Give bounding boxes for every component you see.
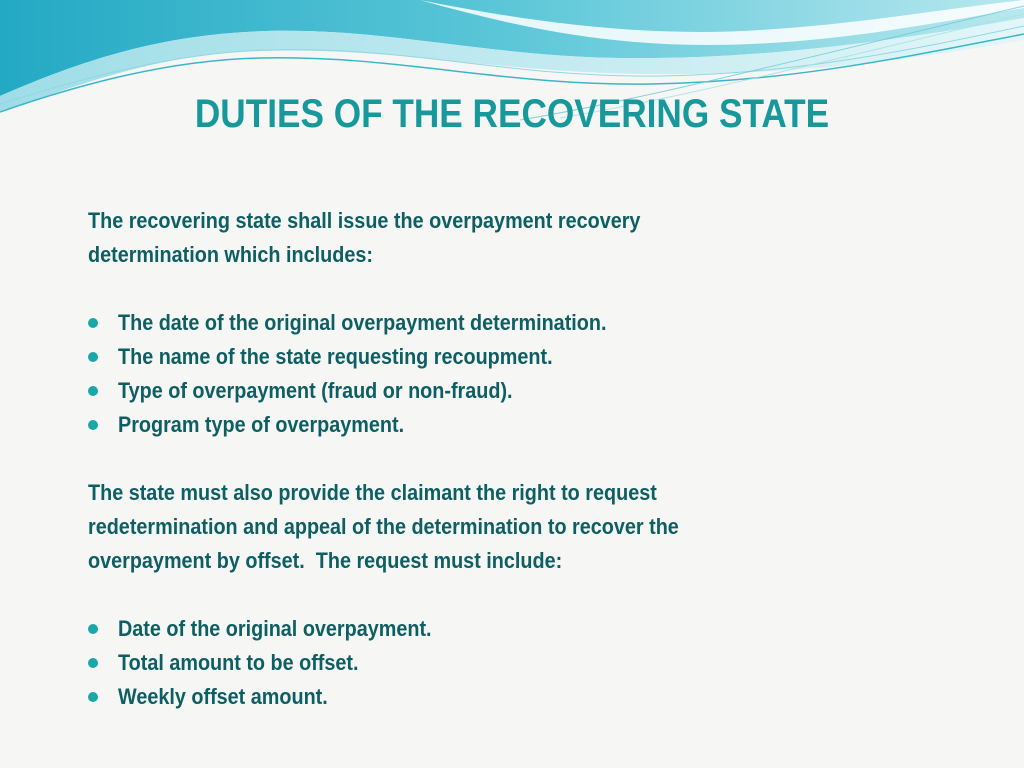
list-item	[88, 408, 888, 442]
bullet-dot-icon	[88, 624, 98, 634]
list-item	[88, 680, 888, 714]
list-item	[88, 646, 888, 680]
slide-title: DUTIES OF THE RECOVERING STATE	[194, 92, 830, 136]
list-item	[88, 374, 888, 408]
middle-line-2: redetermination and appeal of the determination to recover the	[88, 514, 679, 539]
included-items-list	[88, 306, 888, 442]
spacer	[88, 442, 888, 476]
list-item-text: Type of overpayment (fraud or non-fraud).	[118, 378, 513, 403]
intro-line-1: The recovering state shall issue the overpayment recovery	[88, 208, 641, 233]
intro-line-2: determination which includes:	[88, 242, 373, 267]
list-item-text: Date of the original overpayment.	[118, 616, 432, 641]
middle-line-1: The state must also provide the claimant the right to request	[88, 480, 657, 505]
request-items-list	[88, 612, 888, 714]
list-item-text: The date of the original overpayment determination.	[118, 310, 607, 335]
spacer	[88, 578, 888, 612]
bullet-dot-icon	[88, 658, 98, 668]
list-item-text: Program type of overpayment.	[118, 412, 405, 437]
bullet-dot-icon	[88, 386, 98, 396]
bullet-dot-icon	[88, 318, 98, 328]
list-item	[88, 340, 888, 374]
list-item	[88, 306, 888, 340]
list-item-text: The name of the state requesting recoupment.	[118, 344, 553, 369]
spacer	[88, 272, 888, 306]
list-item-text: Weekly offset amount.	[118, 684, 328, 709]
list-item	[88, 612, 888, 646]
middle-line-3: overpayment by offset. The request must include:	[88, 548, 563, 573]
bullet-dot-icon	[88, 352, 98, 362]
bullet-dot-icon	[88, 692, 98, 702]
slide-body	[88, 204, 888, 714]
bullet-dot-icon	[88, 420, 98, 430]
list-item-text: Total amount to be offset.	[118, 650, 359, 675]
